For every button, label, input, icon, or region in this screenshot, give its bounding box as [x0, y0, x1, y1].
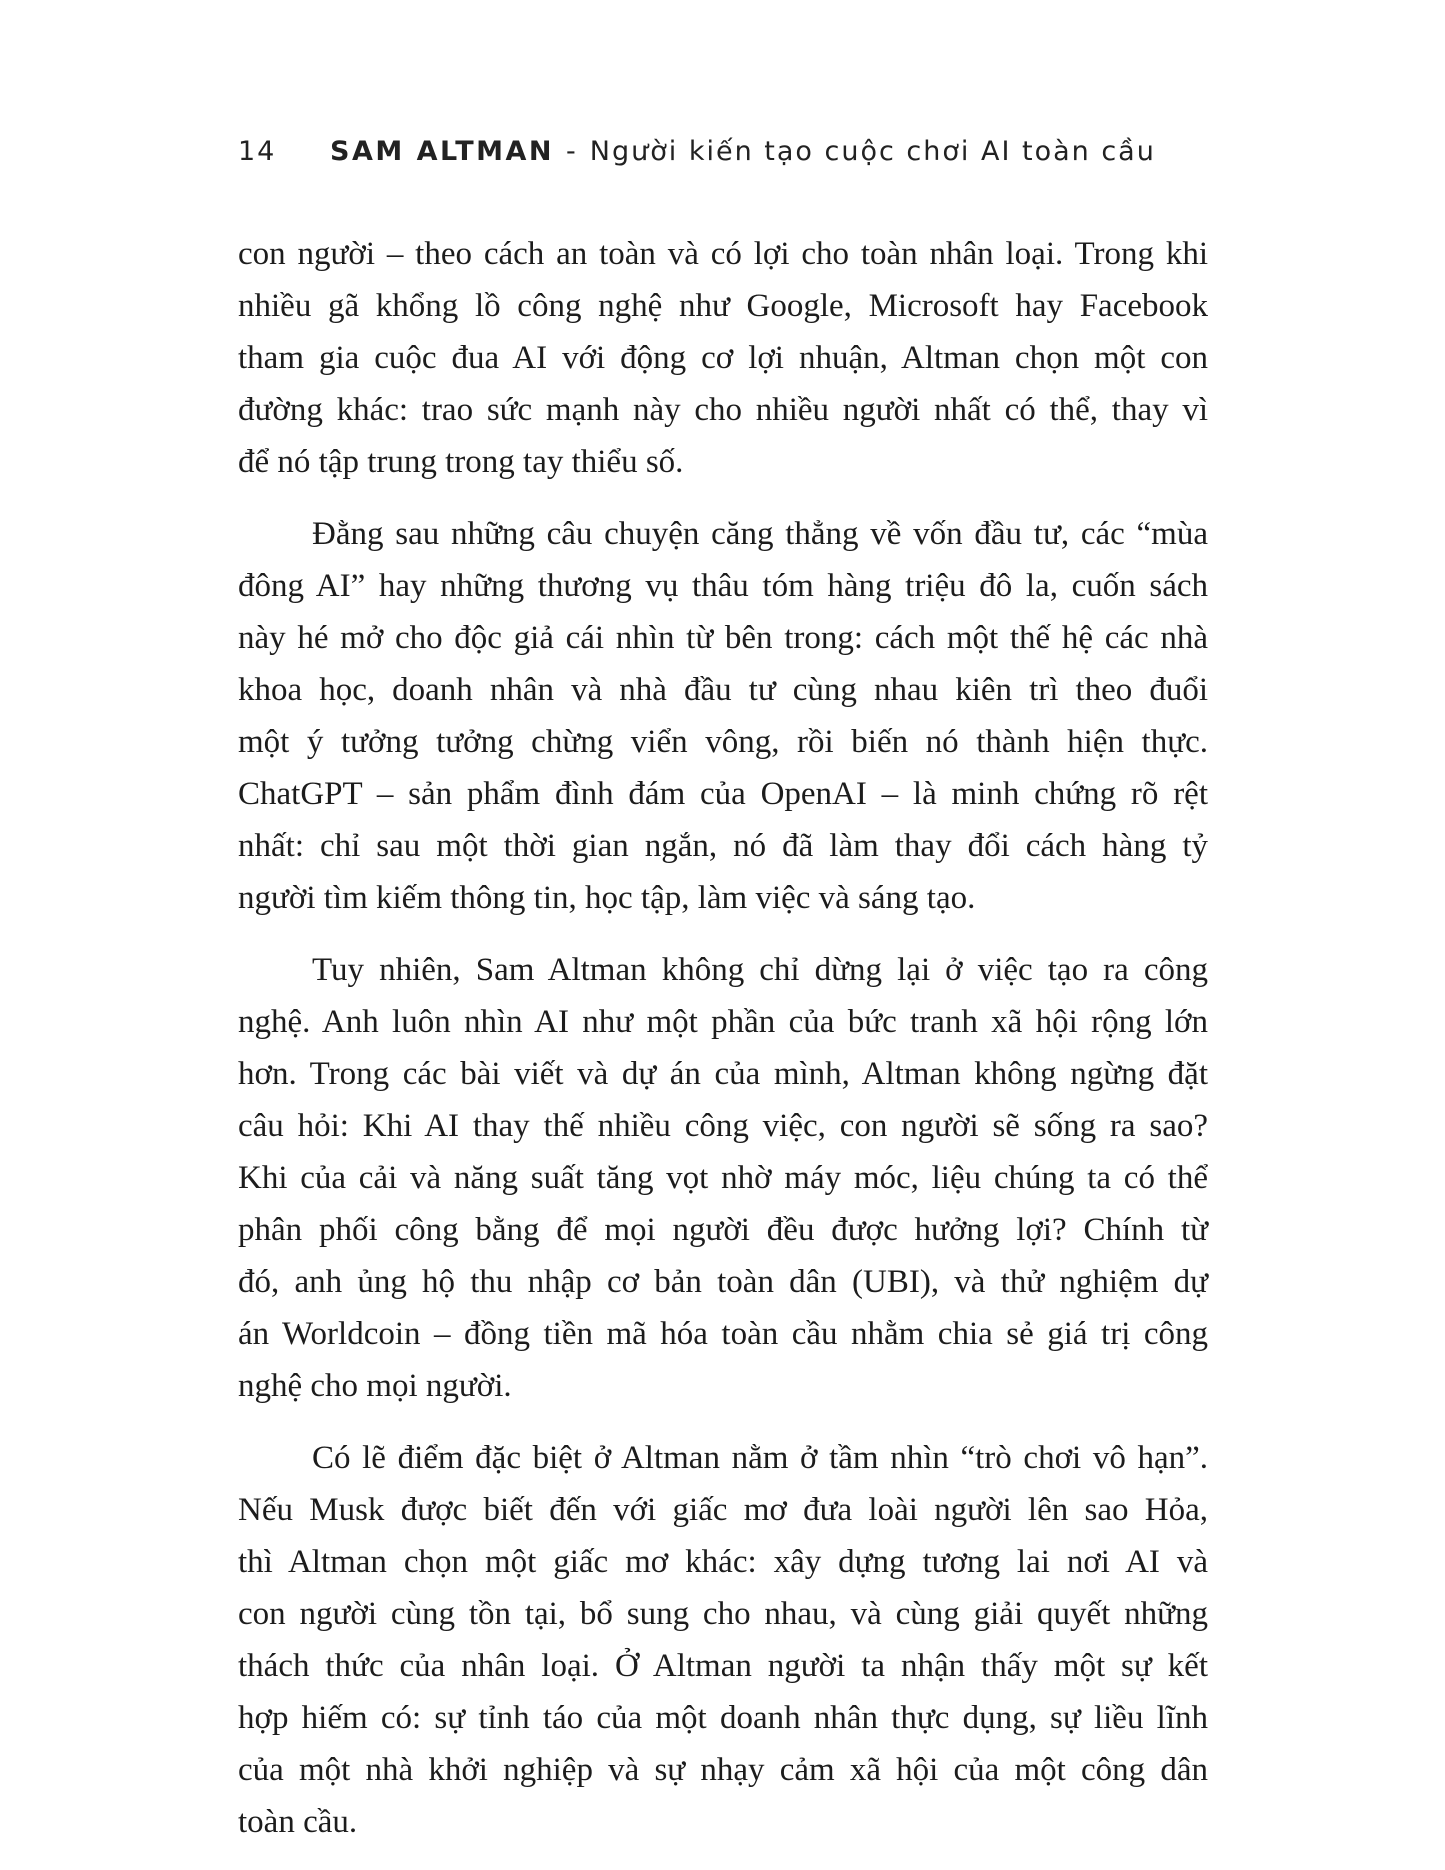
text-line: nhiều gã khổng lồ công nghệ như Google, Microsoft hay Facebook: [238, 288, 1208, 324]
text-line: con người – theo cách an toàn và có lợi cho toàn nhân loại. Trong khi: [238, 236, 1208, 272]
text-line: khoa học, doanh nhân và nhà đầu tư cùng nhau kiên trì theo đuổi: [238, 672, 1208, 708]
text-line: người tìm kiếm thông tin, học tập, làm việc và sáng tạo.: [238, 880, 976, 916]
paragraph: [238, 508, 1208, 924]
text-line: Nếu Musk được biết đến với giấc mơ đưa loài người lên sao Hỏa,: [238, 1492, 1208, 1528]
paragraph: [238, 944, 1208, 1412]
text-line: ChatGPT – sản phẩm đình đám của OpenAI – là minh chứng rõ rệt: [238, 776, 1208, 812]
text-line: nghệ cho mọi người.: [238, 1368, 512, 1404]
header-author: SAM ALTMAN: [330, 136, 555, 167]
header-subtitle: Người kiến tạo cuộc chơi AI toàn cầu: [589, 136, 1156, 167]
text-line: Khi của cải và năng suất tăng vọt nhờ máy móc, liệu chúng ta có thể: [238, 1160, 1208, 1196]
text-line: hơn. Trong các bài viết và dự án của mình, Altman không ngừng đặt: [238, 1056, 1208, 1092]
text-line: câu hỏi: Khi AI thay thế nhiều công việc, con người sẽ sống ra sao?: [238, 1108, 1208, 1144]
text-line: tham gia cuộc đua AI với động cơ lợi nhuận, Altman chọn một con: [238, 340, 1208, 376]
text-line: đó, anh ủng hộ thu nhập cơ bản toàn dân (UBI), và thử nghiệm dự: [238, 1264, 1208, 1300]
text-line: Đằng sau những câu chuyện căng thẳng về vốn đầu tư, các “mùa: [312, 516, 1208, 552]
paragraph: [238, 228, 1208, 488]
text-line: đường khác: trao sức mạnh này cho nhiều người nhất có thể, thay vì: [238, 392, 1208, 428]
body-text: [238, 228, 1208, 1868]
paragraph: [238, 1432, 1208, 1848]
text-line: toàn cầu.: [238, 1804, 358, 1840]
text-line: phân phối công bằng để mọi người đều được hưởng lợi? Chính từ: [238, 1212, 1208, 1248]
text-line: con người cùng tồn tại, bổ sung cho nhau, và cùng giải quyết những: [238, 1596, 1208, 1632]
text-line: đông AI” hay những thương vụ thâu tóm hàng triệu đô la, cuốn sách: [238, 568, 1208, 604]
text-line: của một nhà khởi nghiệp và sự nhạy cảm xã hội của một công dân: [238, 1752, 1208, 1788]
running-header: [238, 136, 1156, 176]
text-line: thách thức của nhân loại. Ở Altman người ta nhận thấy một sự kết: [238, 1648, 1208, 1684]
text-line: hợp hiếm có: sự tỉnh táo của một doanh nhân thực dụng, sự liều lĩnh: [238, 1700, 1208, 1736]
text-line: án Worldcoin – đồng tiền mã hóa toàn cầu nhằm chia sẻ giá trị công: [238, 1316, 1208, 1352]
text-line: Có lẽ điểm đặc biệt ở Altman nằm ở tầm nhìn “trò chơi vô hạn”.: [312, 1440, 1208, 1476]
text-line: thì Altman chọn một giấc mơ khác: xây dựng tương lai nơi AI và: [238, 1544, 1208, 1580]
text-line: Tuy nhiên, Sam Altman không chỉ dừng lại ở việc tạo ra công: [312, 952, 1208, 988]
text-line: nhất: chỉ sau một thời gian ngắn, nó đã làm thay đổi cách hàng tỷ: [238, 828, 1208, 864]
text-line: nghệ. Anh luôn nhìn AI như một phần của bức tranh xã hội rộng lớn: [238, 1004, 1208, 1040]
text-line: này hé mở cho độc giả cái nhìn từ bên trong: cách một thế hệ các nhà: [238, 620, 1208, 656]
text-line: một ý tưởng tưởng chừng viển vông, rồi biến nó thành hiện thực.: [238, 724, 1208, 760]
header-separator: -: [566, 136, 578, 167]
text-line: để nó tập trung trong tay thiểu số.: [238, 444, 684, 480]
page-number: 14: [238, 136, 277, 167]
